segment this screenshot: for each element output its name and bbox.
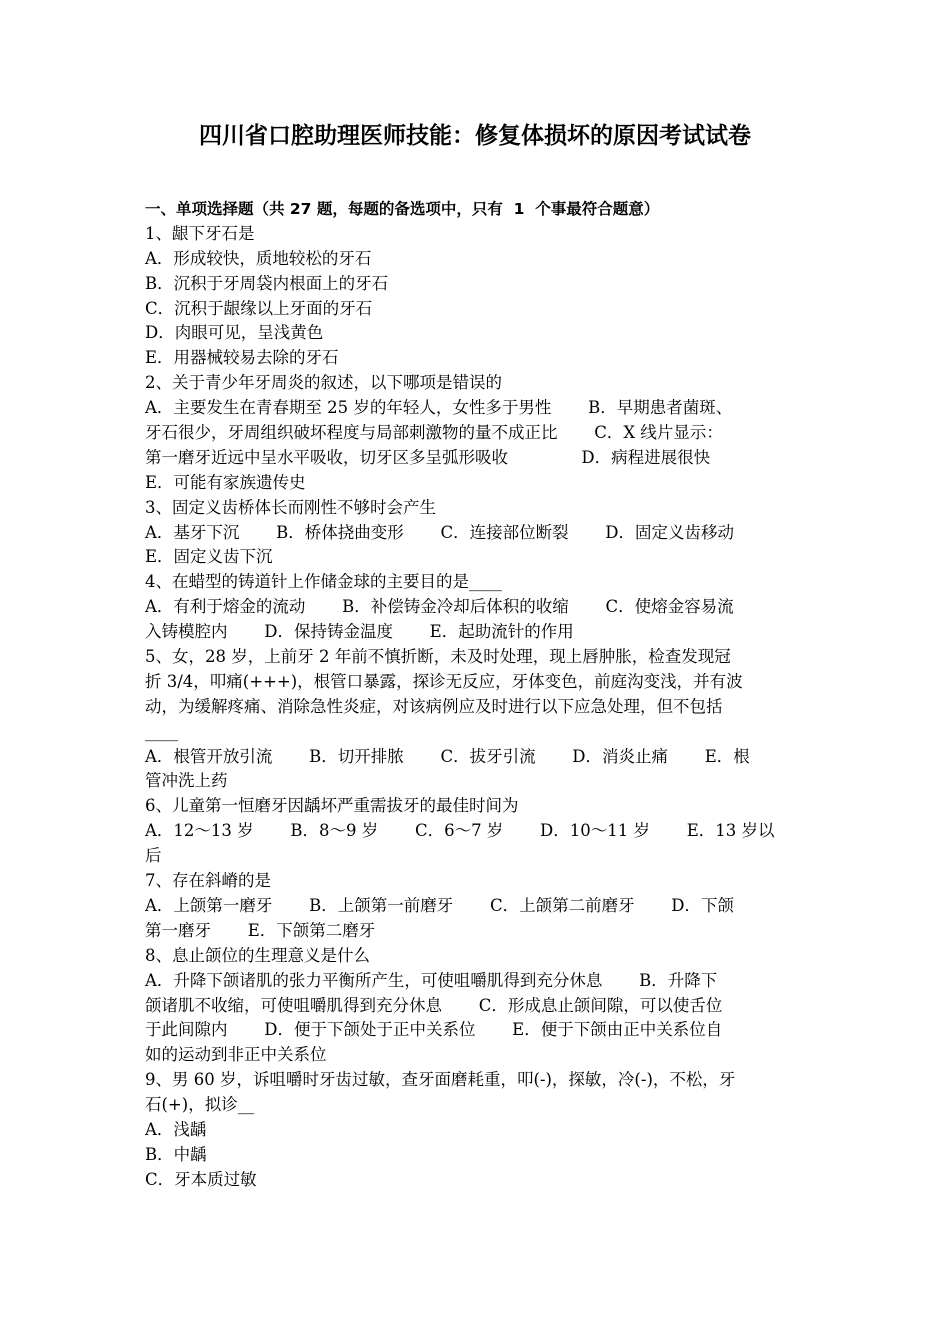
question-8-options-line: 如的运动到非正中关系位 xyxy=(145,1045,327,1065)
question-2-options-line: A．主要发生在青春期至 25 岁的年轻人，女性多于男性 B．早期患者菌斑、 xyxy=(145,398,733,418)
section-heading: 一、单项选择题（共 27 题，每题的备选项中，只有 1 个事最符合题意） xyxy=(145,200,660,218)
question-3-options-line: A．基牙下沉 B．桥体挠曲变形 C．连接部位断裂 D．固定义齿移动 xyxy=(145,522,735,542)
question-1-option-e: E．用器械较易去除的牙石 xyxy=(145,348,339,368)
question-3-stem: 3、固定义齿桥体长而刚性不够时会产生 xyxy=(145,497,436,517)
question-8-options-line: 颌诸肌不收缩，可使咀嚼肌得到充分休息 C．形成息止颌间隙，可以使舌位 xyxy=(145,995,723,1015)
question-6-options-line: 后 xyxy=(145,846,162,866)
question-5-options-line: 管冲洗上药 xyxy=(145,771,228,791)
question-1-option-d: D．肉眼可见，呈浅黄色 xyxy=(145,323,324,343)
question-7-options-line: 第一磨牙 E．下颌第二磨牙 xyxy=(145,920,376,940)
question-4-options-line: 入铸模腔内 D．保持铸金温度 E．起助流针的作用 xyxy=(145,622,574,642)
question-9-option-b: B．中龋 xyxy=(145,1144,207,1164)
question-9-option-a: A．浅龋 xyxy=(145,1119,207,1139)
question-2-options-line: 第一磨牙近远中呈水平吸收，切牙区多呈弧形吸收 D．病程进展很快 xyxy=(145,447,711,467)
question-7-options-line: A．上颌第一磨牙 B．上颌第一前磨牙 C．上颌第二前磨牙 D．下颌 xyxy=(145,895,735,915)
question-8-options-line: 于此间隙内 D．便于下颌处于正中关系位 E．便于下颌由正中关系位自 xyxy=(145,1020,723,1040)
question-1-option-b: B．沉积于牙周袋内根面上的牙石 xyxy=(145,273,389,293)
question-8-stem: 8、息止颌位的生理意义是什么 xyxy=(145,945,370,965)
question-9-stem: 9、男 60 岁，诉咀嚼时牙齿过敏，查牙面磨耗重，叩(-)，探敏，冷(-)，不松，牙 xyxy=(145,1070,736,1090)
question-7-stem: 7、存在斜嵴的是 xyxy=(145,871,271,891)
question-5-options-line: A．根管开放引流 B．切开排脓 C．拔牙引流 D．消炎止痛 E．根 xyxy=(145,746,750,766)
question-2-options-line: E．可能有家族遗传史 xyxy=(145,472,306,492)
question-3-options-line: E．固定义齿下沉 xyxy=(145,547,273,567)
question-8-options-line: A．升降下颌诸肌的张力平衡所产生，可使咀嚼肌得到充分休息 B．升降下 xyxy=(145,970,718,990)
question-1-option-a: A．形成较快，质地较松的牙石 xyxy=(145,248,372,268)
question-4-stem: 4、在蜡型的铸道针上作储金球的主要目的是____ xyxy=(145,572,502,592)
question-1-stem: 1、龈下牙石是 xyxy=(145,223,255,243)
question-9-option-c: C．牙本质过敏 xyxy=(145,1169,257,1189)
question-6-options-line: A．12～13 岁 B．8～9 岁 C．6～7 岁 D．10～11 岁 E．13 岁以 xyxy=(145,821,775,841)
document-title: 四川省口腔助理医师技能：修复体损坏的原因考试试卷 xyxy=(199,123,751,149)
question-2-stem: 2、关于青少年牙周炎的叙述，以下哪项是错误的 xyxy=(145,373,502,393)
question-1-option-c: C．沉积于龈缘以上牙面的牙石 xyxy=(145,298,373,318)
question-5-stem: 5、女，28 岁，上前牙 2 年前不慎折断，未及时处理，现上唇肿胀，检查发现冠 xyxy=(145,647,731,667)
question-2-options-line: 牙石很少，牙周组织破坏程度与局部刺激物的量不成正比 C．X 线片显示： xyxy=(145,423,723,443)
question-6-stem: 6、儿童第一恒磨牙因龋坏严重需拔牙的最佳时间为 xyxy=(145,796,519,816)
question-5-stem: 折 3/4，叩痛(+++)，根管口暴露，探诊无反应，牙体变色，前庭沟变浅，并有波 xyxy=(145,671,743,691)
document-body xyxy=(145,197,815,1193)
question-4-options-line: A．有利于熔金的流动 B．补偿铸金冷却后体积的收缩 C．使熔金容易流 xyxy=(145,597,734,617)
question-5-blank: ____ xyxy=(145,721,178,741)
question-5-stem: 动，为缓解疼痛、消除急性炎症，对该病例应及时进行以下应急处理，但不包括 xyxy=(145,696,723,716)
question-9-stem: 石(+)，拟诊__ xyxy=(145,1095,255,1115)
